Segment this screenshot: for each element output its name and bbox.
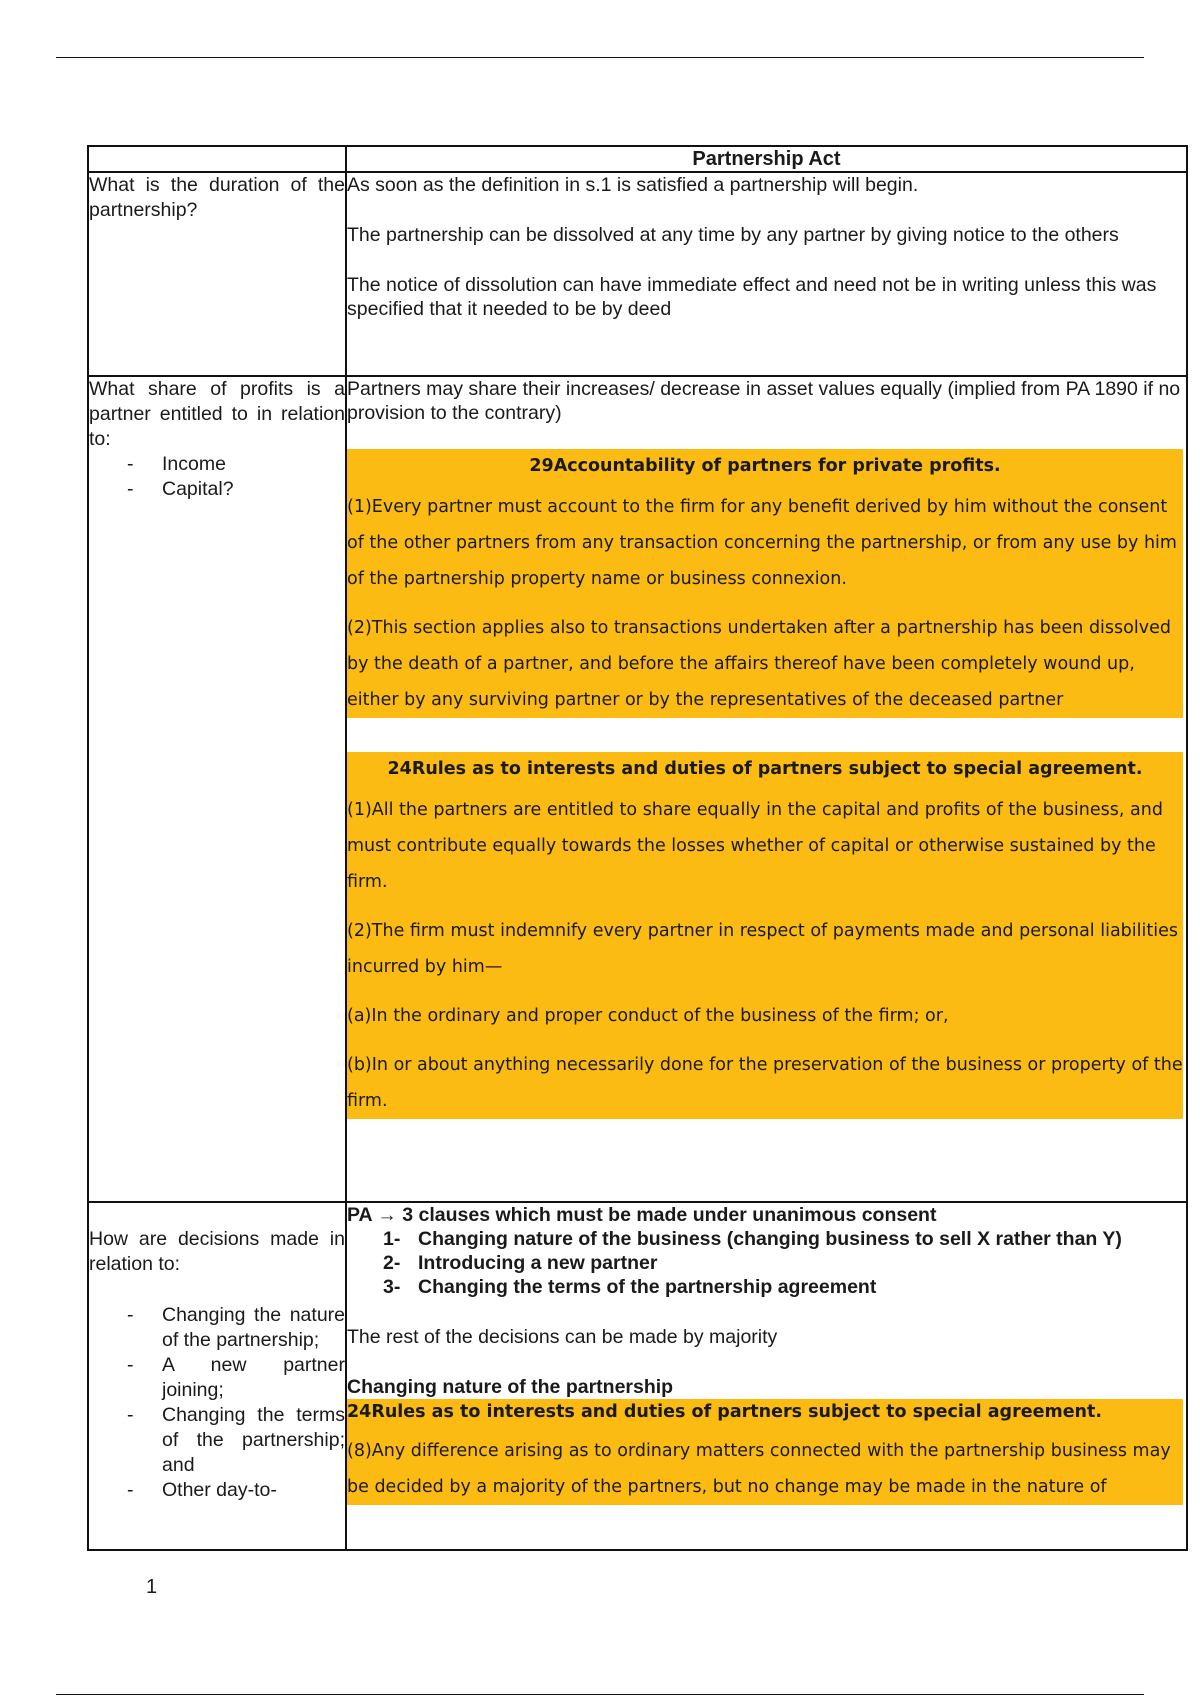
list-item: - Capital? <box>127 478 234 500</box>
table-header-row <box>88 146 1187 172</box>
question-profits: What share of profits is a partner entitled to in relation to: <box>89 378 345 450</box>
list-item: - A new partner joining; <box>127 1354 345 1401</box>
statute-paragraph: (a)In the ordinary and proper conduct of the business of the firm; or, <box>347 1006 949 1026</box>
statute-paragraph: (1)All the partners are entitled to share equally in the capital and profits of the business, and must contribute equally towards the losses whether of capital or otherwise sustained by the firm. <box>347 800 1163 892</box>
footer-rule <box>56 1694 1144 1695</box>
partnership-table <box>87 145 1188 1551</box>
statute-paragraph: (2)The firm must indemnify every partner in respect of payments made and personal liabilities incurred by him— <box>347 921 1178 977</box>
clauses-list <box>347 1227 1186 1299</box>
question-bullets <box>89 452 345 502</box>
question-cell <box>88 1202 346 1550</box>
section-29-highlight <box>347 449 1183 718</box>
section-heading: 24Rules as to interests and duties of partners subject to special agreement. <box>387 759 1143 779</box>
answer-paragraph: The partnership can be dissolved at any time by any partner by giving notice to the others <box>347 224 1119 246</box>
list-item: - Income <box>127 453 226 475</box>
answer-paragraph: Partners may share their increases/ decrease in asset values equally (implied from PA 1890 if no provision to the contrary) <box>347 378 1181 424</box>
question-cell <box>88 172 346 376</box>
table-row-profits <box>88 376 1187 1202</box>
statute-paragraph: (1)Every partner must account to the firm for any benefit derived by him without the consent of the other partners from any transaction concerning the partnership, or from any use by him of the partnership property name or business connexion. <box>347 497 1177 589</box>
subheading: Changing nature of the partnership <box>347 1376 674 1398</box>
section-24-highlight <box>347 1399 1183 1505</box>
list-item: 1- Changing nature of the business (changing business to sell X rather than Y) <box>383 1228 1122 1250</box>
list-item: 3- Changing the terms of the partnership agreement <box>383 1276 877 1298</box>
section-heading: 29Accountability of partners for private profits. <box>529 456 1001 476</box>
header-empty-cell <box>88 146 346 172</box>
list-item: - Changing the terms of the partnership; and <box>127 1404 345 1476</box>
answer-paragraph: The rest of the decisions can be made by majority <box>347 1326 778 1348</box>
question-duration: What is the duration of the partnership? <box>89 174 345 221</box>
answer-cell <box>346 376 1187 1202</box>
header-rule <box>56 57 1144 58</box>
list-item: 2- Introducing a new partner <box>383 1252 658 1274</box>
answer-cell <box>346 172 1187 376</box>
question-cell <box>88 376 346 1202</box>
clauses-lead: PA → 3 clauses which must be made under unanimous consent <box>347 1204 937 1226</box>
list-item: - Changing the nature of the partnership; <box>127 1304 345 1351</box>
answer-paragraph: As soon as the definition in s.1 is satisfied a partnership will begin. <box>347 174 919 196</box>
list-item: - Other day-to- <box>127 1479 277 1501</box>
page-number: 1 <box>146 1576 158 1598</box>
question-decisions: How are decisions made in relation to: <box>89 1228 345 1275</box>
answer-cell <box>346 1202 1187 1550</box>
table-row-duration <box>88 172 1187 376</box>
section-24-highlight <box>347 752 1183 1119</box>
answer-paragraph: The notice of dissolution can have immediate effect and need not be in writing unless this was specified that it needed to be by deed <box>347 274 1157 320</box>
table-row-decisions <box>88 1202 1187 1550</box>
section-heading: 24Rules as to interests and duties of partners subject to special agreement. <box>347 1402 1103 1422</box>
statute-paragraph: (2)This section applies also to transactions undertaken after a partnership has been dissolved by the death of a partner, and before the affairs thereof have been completely wound up, either by any surviving partner or by the representatives of the deceased partner <box>347 618 1171 710</box>
column-title: Partnership Act <box>346 146 1187 172</box>
statute-paragraph: (8)Any difference arising as to ordinary matters connected with the partnership business may be decided by a majority of the partners, but no change may be made in the nature of <box>347 1441 1171 1497</box>
statute-paragraph: (b)In or about anything necessarily done for the preservation of the business or property of the firm. <box>347 1055 1183 1111</box>
question-bullets <box>89 1303 345 1503</box>
